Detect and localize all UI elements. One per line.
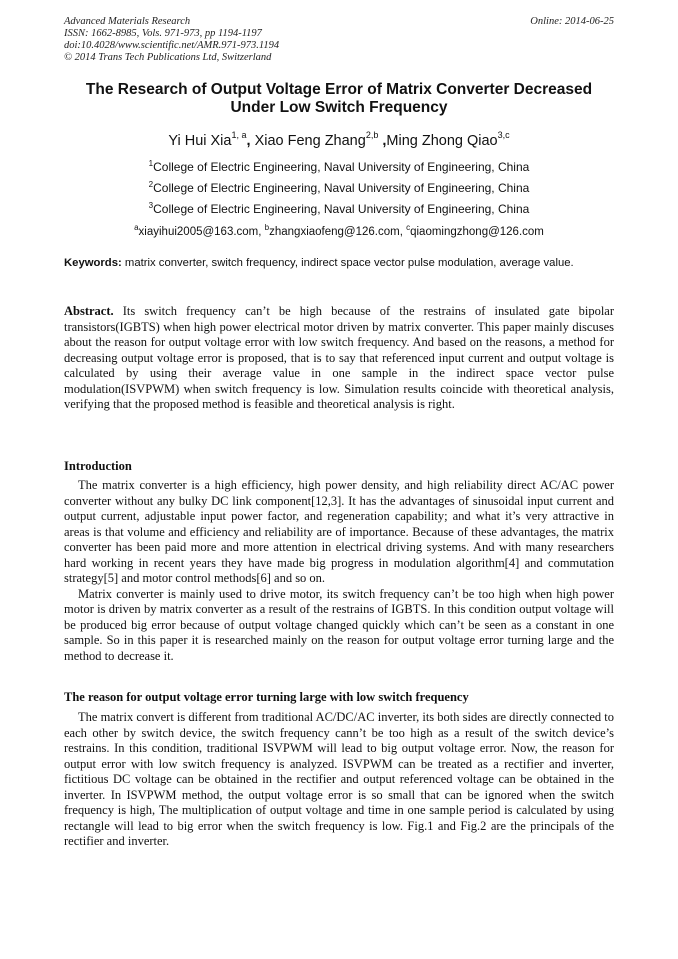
author-separator: ,	[378, 132, 387, 149]
page-header	[64, 16, 614, 64]
online-date: Online: 2014-06-25	[530, 16, 614, 27]
affiliation-text: College of Electric Engineering, Naval University of Engineering, China	[153, 202, 530, 216]
author-superscript: 2,b	[365, 130, 379, 140]
author-name: Yi Hui Xia	[168, 132, 232, 149]
keywords-text: matrix converter, switch frequency, indirect space vector pulse modulation, average value.	[124, 257, 574, 269]
affiliation-text: College of Electric Engineering, Naval University of Engineering, China	[153, 181, 530, 195]
email-superscript: b	[264, 223, 270, 232]
paragraph: Matrix converter is mainly used to drive motor, its switch frequency can’t be too high when high power motor is driven by matrix converter as a result of the restrains of IGBTS. In this condition output voltage will be produced big error because of output voltage changed quickly which can’t be seen as a constant in one sample. So in this paper it is researched mainly on the reason for output voltage error turning large and the method to decrease it.	[64, 586, 614, 663]
email-superscript: c	[406, 223, 411, 232]
affiliation	[64, 178, 614, 195]
author-name: Ming Zhong Qiao	[386, 132, 498, 149]
introduction-body	[64, 478, 614, 664]
affiliation-superscript: 1	[148, 159, 154, 168]
section-heading-reason: The reason for output voltage error turning large with low switch frequency	[64, 690, 469, 704]
paragraph: The matrix converter is a high efficiency, high power density, and high reliability direct AC/AC power converter without any bulky DC link component[12,3]. It has the advantages of sinusoidal input current and output current, adjustable input power factor, and regeneration capability; and what it’s very attractive in areas is that volume and efficiency and reliability are of importance. Because of these advantages, the matrix converter has been paid more and more attention in electrical driving systems. And with many researchers hard working in recent years they have made big progress in modulation algorithm[4] and commutation strategy[5] and motor control methods[6] and so on.	[64, 478, 614, 585]
journal-name: Advanced Materials Research	[64, 16, 191, 27]
abstract-text: Its switch frequency can’t be high because of the restrains of insulated gate bipolar transistors(IGBTS) when high power electrical motor driven by matrix converter. This paper mainly discuses about the reason for output voltage error with low switch frequency. And based on the reasons, a method for decreasing output voltage error is proposed, that is to say that referenced input current and output voltage is calculated by using their average value in one sample in the indirect space vector pulse modulation(ISVPWM) when switch frequency is low. Simulation results coincide with theoretical analysis, verifying that the proposed method is feasible and theoretical analysis is right.	[64, 304, 615, 411]
email-address: zhangxiaofeng@126.com,	[269, 225, 407, 238]
affiliation-superscript: 3	[148, 201, 154, 210]
affiliation-text: College of Electric Engineering, Naval University of Engineering, China	[153, 160, 530, 174]
section-heading-introduction: Introduction	[64, 459, 132, 473]
abstract	[64, 304, 614, 413]
email-address: xiayihui2005@163.com,	[138, 225, 265, 238]
copyright-line: © 2014 Trans Tech Publications Ltd, Switzerland	[64, 52, 272, 63]
abstract-label: Abstract.	[64, 304, 114, 318]
affiliation	[64, 199, 614, 216]
email-superscript: a	[134, 223, 139, 232]
doi-line: doi:10.4028/www.scientific.net/AMR.971-973.1194	[64, 40, 280, 51]
issn-line: ISSN: 1662-8985, Vols. 971-973, pp 1194-1197	[64, 28, 262, 39]
reason-section-body	[64, 710, 614, 850]
affiliation-superscript: 2	[148, 180, 154, 189]
keywords	[64, 256, 614, 272]
author-separator: ,	[246, 132, 255, 149]
author-name: Xiao Feng Zhang	[254, 132, 366, 149]
keywords-label: Keywords:	[64, 257, 122, 269]
affiliation	[64, 157, 614, 174]
author-superscript: 3,c	[497, 130, 510, 140]
email-line	[64, 221, 614, 239]
email-address: qiaomingzhong@126.com	[410, 225, 544, 238]
paper-title: The Research of Output Voltage Error of Matrix Converter Decreased Under Low Switch Frequency	[85, 81, 593, 116]
paragraph: The matrix convert is different from traditional AC/DC/AC inverter, its both sides are directly connected to each other by switch device, the switch frequency cann’t be too high as a result of the switch device’s restrains. In this condition, traditional ISVPWM will lead to big output voltage error. Now, the reason for output error with low switch frequency is analyzed. ISVPWM can be treated as a rectifier and inverter, fictitious DC voltage can be obtained in the rectifier and output referenced voltage can be obtained in the inverter. In ISVPWM method, the output voltage error is so small that can be ignored when the switch frequency is high, The multiplication of output voltage and time in one sample period is calculated by using rectangle will lead to big error when the switch frequency is low. Fig.1 and Fig.2 are the principals of the rectifier and inverter.	[64, 710, 614, 848]
author-superscript: 1, a	[231, 130, 247, 140]
author-list	[64, 127, 614, 150]
